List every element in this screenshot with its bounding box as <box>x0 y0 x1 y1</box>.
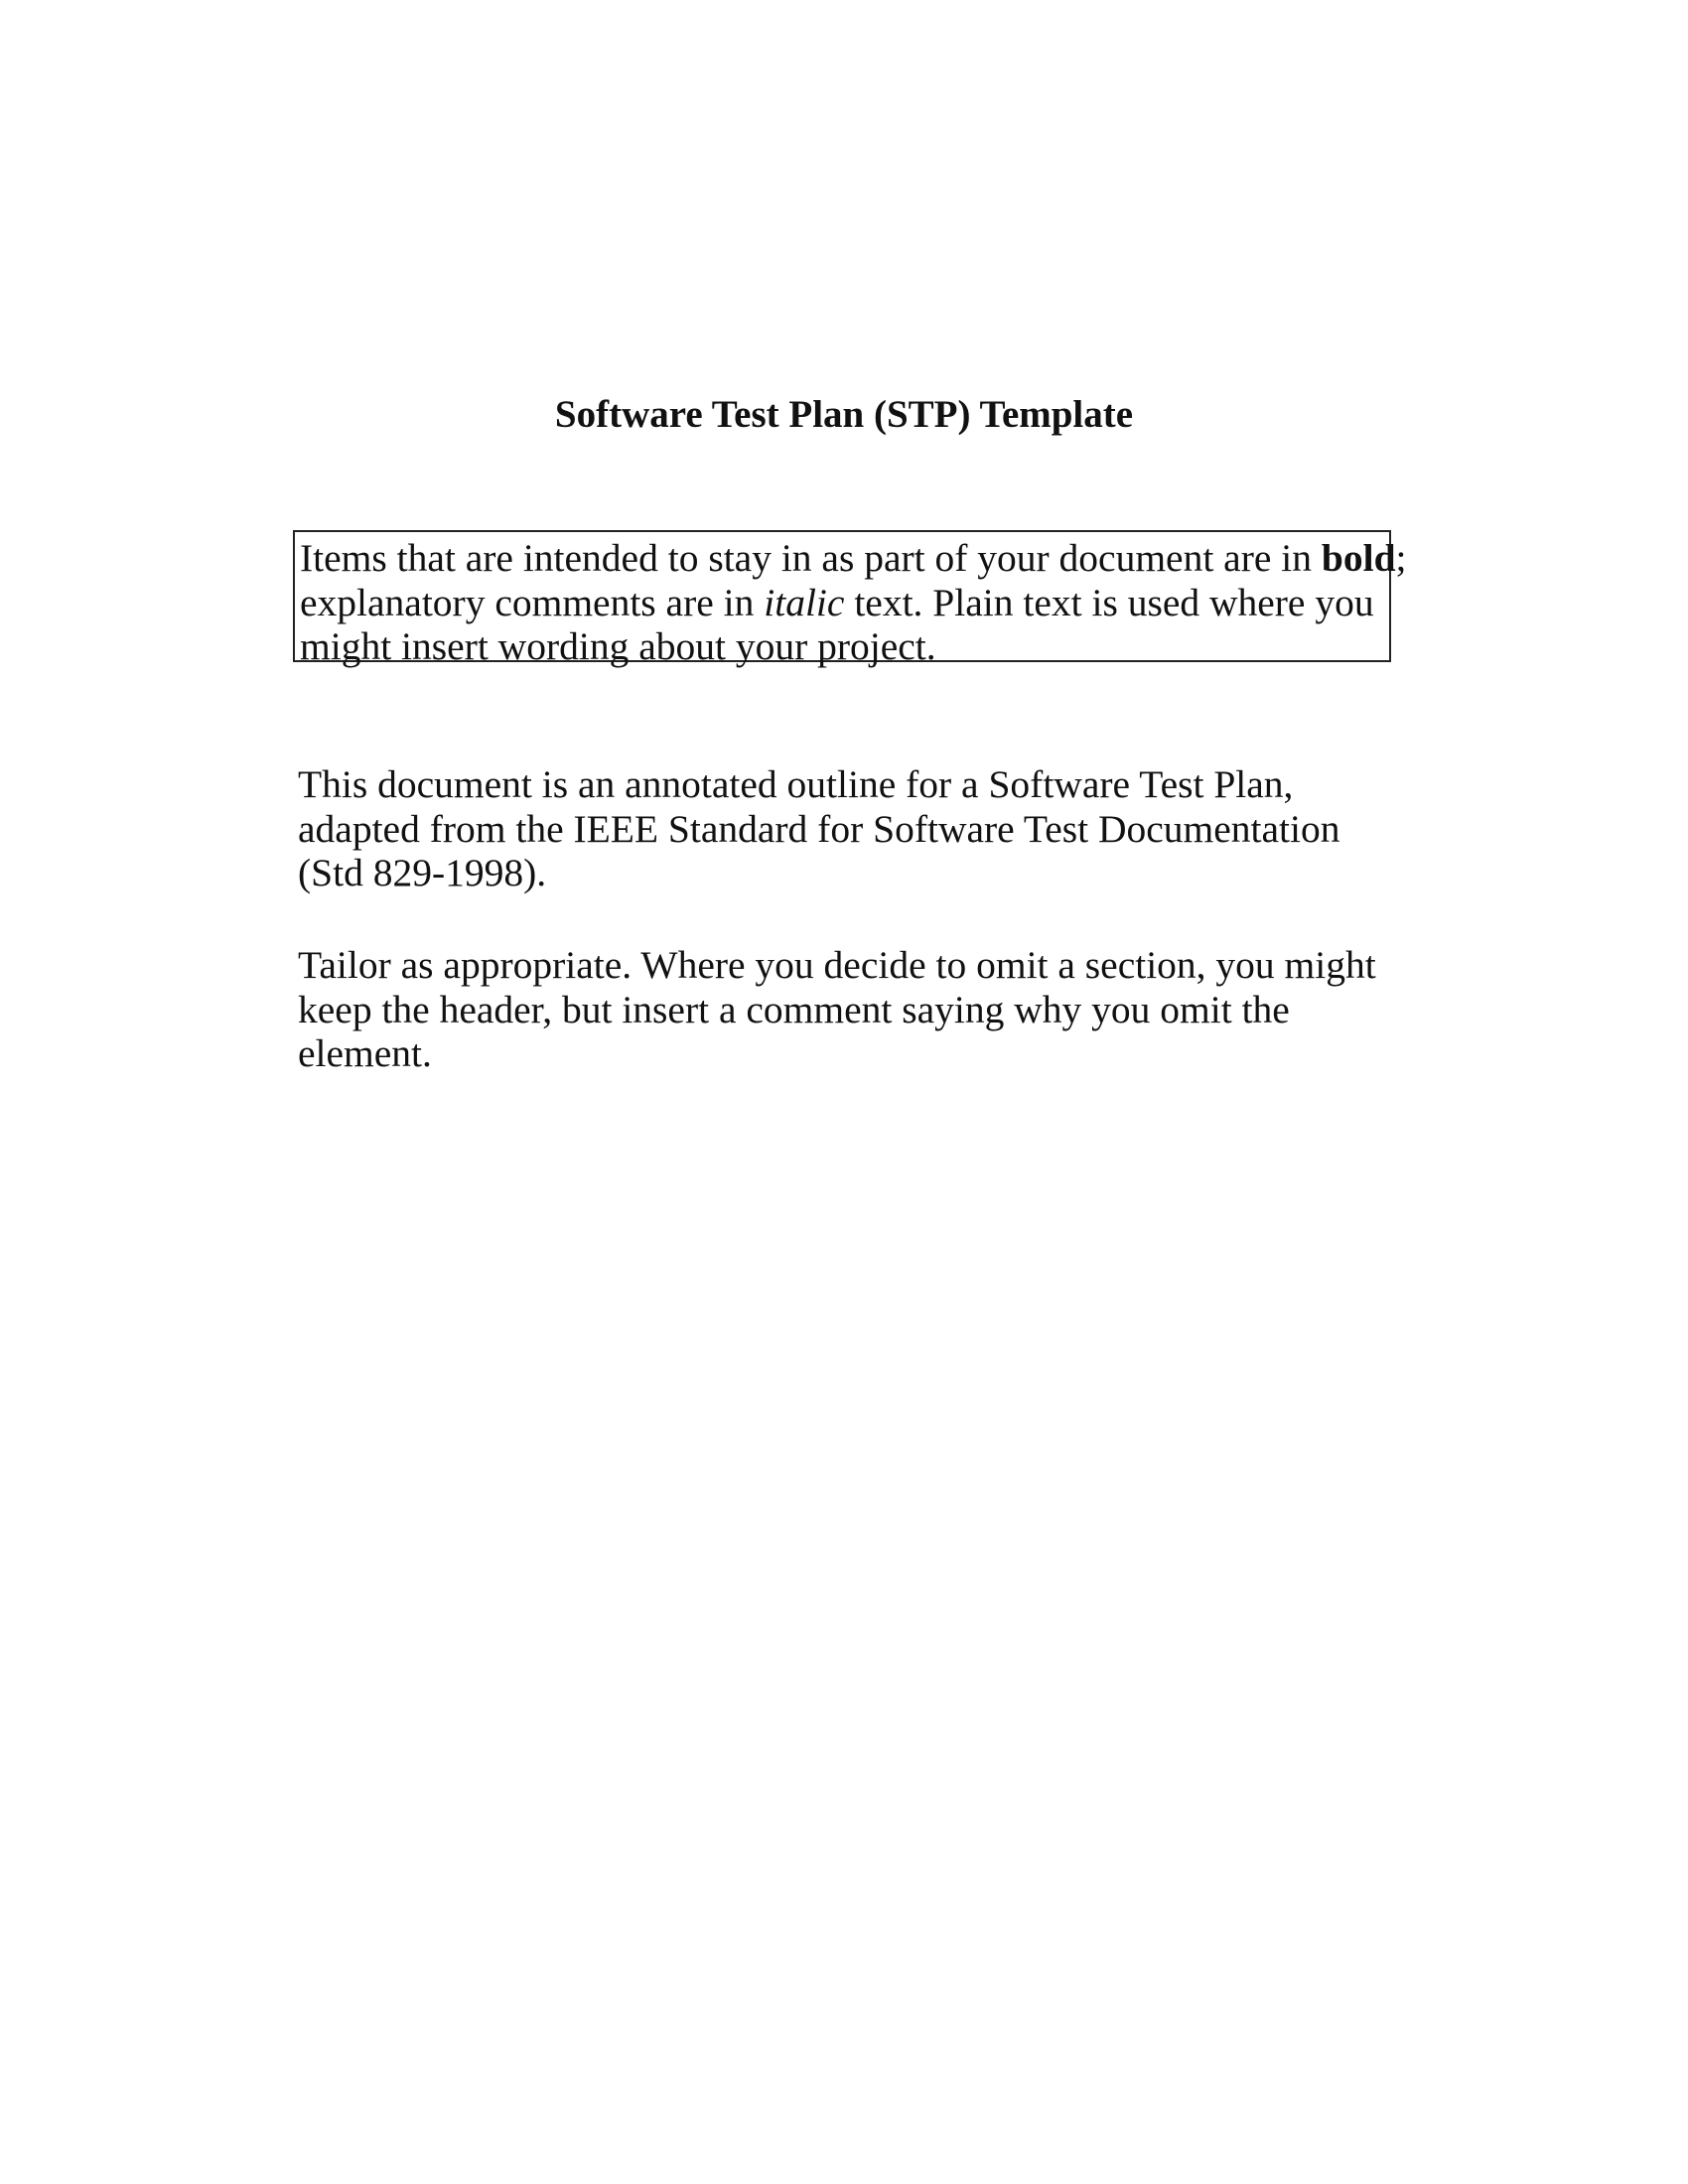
intro-line-2: adapted from the IEEE Standard for Software Test Documentation <box>298 806 1340 851</box>
legend-line-2-suffix: text. Plain text is used where you <box>844 580 1374 624</box>
tailoring-paragraph <box>298 943 1376 1076</box>
legend-bold-word: bold <box>1321 536 1396 580</box>
tailoring-line-2: keep the header, but insert a comment saying why you omit the <box>298 987 1290 1031</box>
legend-line-1 <box>300 536 1407 581</box>
legend-line-2 <box>300 581 1389 625</box>
document-title: Software Test Plan (STP) Template <box>554 393 1134 436</box>
tailoring-line-3: element. <box>298 1031 432 1075</box>
intro-line-3: (Std 829-1998). <box>298 851 547 894</box>
intro-paragraph <box>298 762 1340 895</box>
legend-italic-word: italic <box>764 580 845 624</box>
legend-line-1-suffix: ; <box>1395 536 1407 580</box>
legend-line-1-prefix: Items that are intended to stay in as part of your document are in <box>300 536 1322 580</box>
tailoring-line-1: Tailor as appropriate. Where you decide to omit a section, you might <box>298 943 1376 987</box>
intro-line-1: This document is an annotated outline for a Software Test Plan, <box>298 762 1294 806</box>
legend-line-3: might insert wording about your project. <box>300 624 936 668</box>
formatting-legend-box <box>293 530 1407 668</box>
legend-line-2-prefix: explanatory comments are in <box>300 580 765 624</box>
